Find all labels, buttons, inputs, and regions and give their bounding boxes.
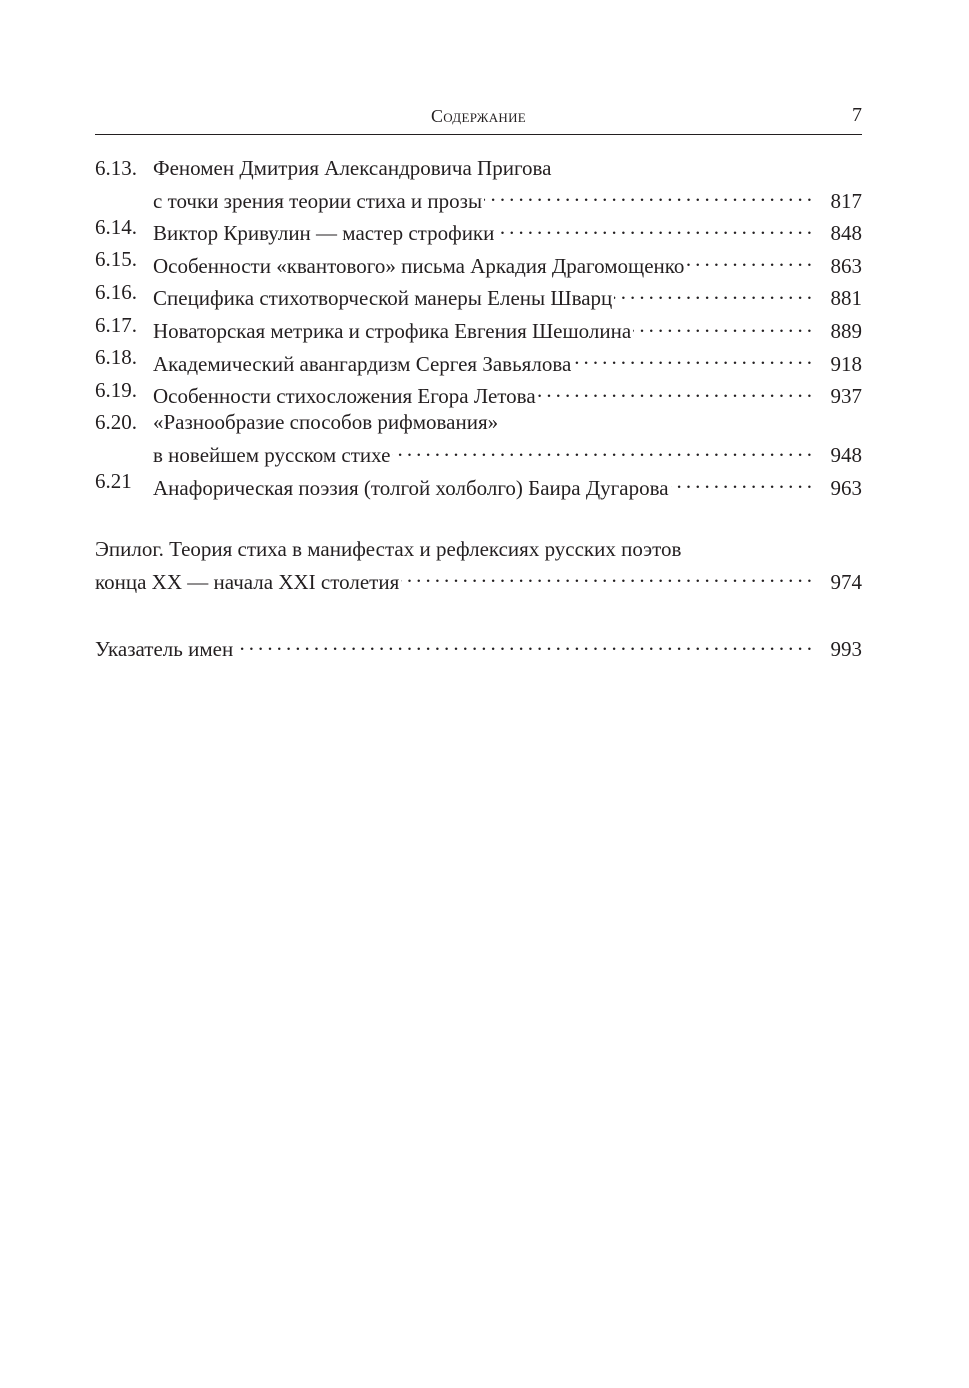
- toc-entry-6-20[interactable]: [95, 409, 862, 468]
- toc-entry-6-13[interactable]: [95, 155, 862, 214]
- toc-entry-index[interactable]: [95, 630, 862, 663]
- dot-leader: [496, 214, 812, 240]
- toc-entry-page: 817: [830, 188, 862, 213]
- toc-entry-title: Особенности «квантового» письма Аркадия Драгомощенко: [153, 253, 685, 278]
- toc-entry-number: 6.16.: [95, 280, 137, 305]
- toc-entry-title: Новаторская метрика и строфика Евгения Шешолина: [153, 318, 632, 343]
- toc-entry-number: 6.17.: [95, 312, 137, 337]
- dot-leader: [614, 279, 812, 305]
- running-title: Содержание: [430, 106, 527, 126]
- table-of-contents: [95, 155, 862, 662]
- dot-leader: [484, 181, 812, 207]
- dot-leader: [392, 436, 812, 462]
- dot-leader: [686, 246, 812, 272]
- toc-entry-6-19[interactable]: [95, 377, 862, 410]
- toc-entry-number: 6.18.: [95, 345, 137, 370]
- dot-leader: [401, 562, 812, 588]
- toc-entry-number: 6.21: [95, 469, 132, 494]
- toc-entry-title: Анафорическая поэзия (толгой холболго) Баира Дугарова: [153, 475, 669, 500]
- dot-leader: [538, 377, 812, 403]
- toc-entry-6-14[interactable]: [95, 214, 862, 247]
- dot-leader: [573, 344, 812, 370]
- running-head: [95, 104, 862, 130]
- epilog-title-line1: Эпилог. Теория стиха в манифестах и рефлексиях русских поэтов: [95, 536, 682, 561]
- toc-entry-title: Специфика стихотворческой манеры Елены Шварц: [153, 286, 613, 311]
- toc-entry-number: 6.13.: [95, 156, 137, 180]
- header-rule: [95, 134, 862, 135]
- toc-entry-6-17[interactable]: [95, 312, 862, 345]
- epilog-title-line2: конца XX — начала XXI столетия: [95, 569, 400, 594]
- toc-entry-page: 863: [830, 253, 862, 278]
- toc-entry-number: 6.19.: [95, 377, 137, 402]
- toc-entry-number: 6.15.: [95, 247, 137, 272]
- toc-entry-number: 6.20.: [95, 410, 137, 435]
- dot-leader: [235, 630, 812, 656]
- toc-entry-title-line1: «Разнообразие способов рифмования»: [153, 410, 499, 435]
- toc-entry-page: 963: [830, 475, 862, 500]
- toc-entry-title-line2: в новейшем русском стихе: [153, 443, 391, 468]
- toc-entry-page: 937: [830, 384, 862, 409]
- toc-entry-page: 881: [830, 286, 862, 311]
- dot-leader: [633, 312, 812, 338]
- index-title: Указатель имен: [95, 637, 234, 662]
- toc-entry-title: Академический авангардизм Сергея Завьялова: [153, 351, 572, 376]
- toc-entry-6-16[interactable]: [95, 279, 862, 312]
- page-number: 7: [852, 104, 862, 126]
- toc-entry-title-line1: Феномен Дмитрия Александровича Пригова: [153, 156, 552, 180]
- dot-leader: [671, 468, 812, 494]
- toc-entry-title-line2: с точки зрения теории стиха и прозы: [153, 188, 483, 213]
- index-page: 993: [830, 637, 862, 662]
- toc-entry-page: 918: [830, 351, 862, 376]
- toc-entry-title: Особенности стихосложения Егора Летова: [153, 384, 536, 409]
- toc-entry-epilog[interactable]: [95, 536, 862, 595]
- toc-entry-6-15[interactable]: [95, 246, 862, 279]
- toc-entry-page: 848: [830, 221, 862, 246]
- toc-entry-6-21[interactable]: [95, 468, 862, 501]
- toc-entry-page: 889: [830, 318, 862, 343]
- toc-entry-page: 948: [830, 443, 862, 468]
- toc-entry-6-18[interactable]: [95, 344, 862, 377]
- epilog-page: 974: [830, 569, 862, 594]
- toc-entry-number: 6.14.: [95, 214, 137, 239]
- toc-entry-title: Виктор Кривулин — мастер строфики: [153, 221, 495, 246]
